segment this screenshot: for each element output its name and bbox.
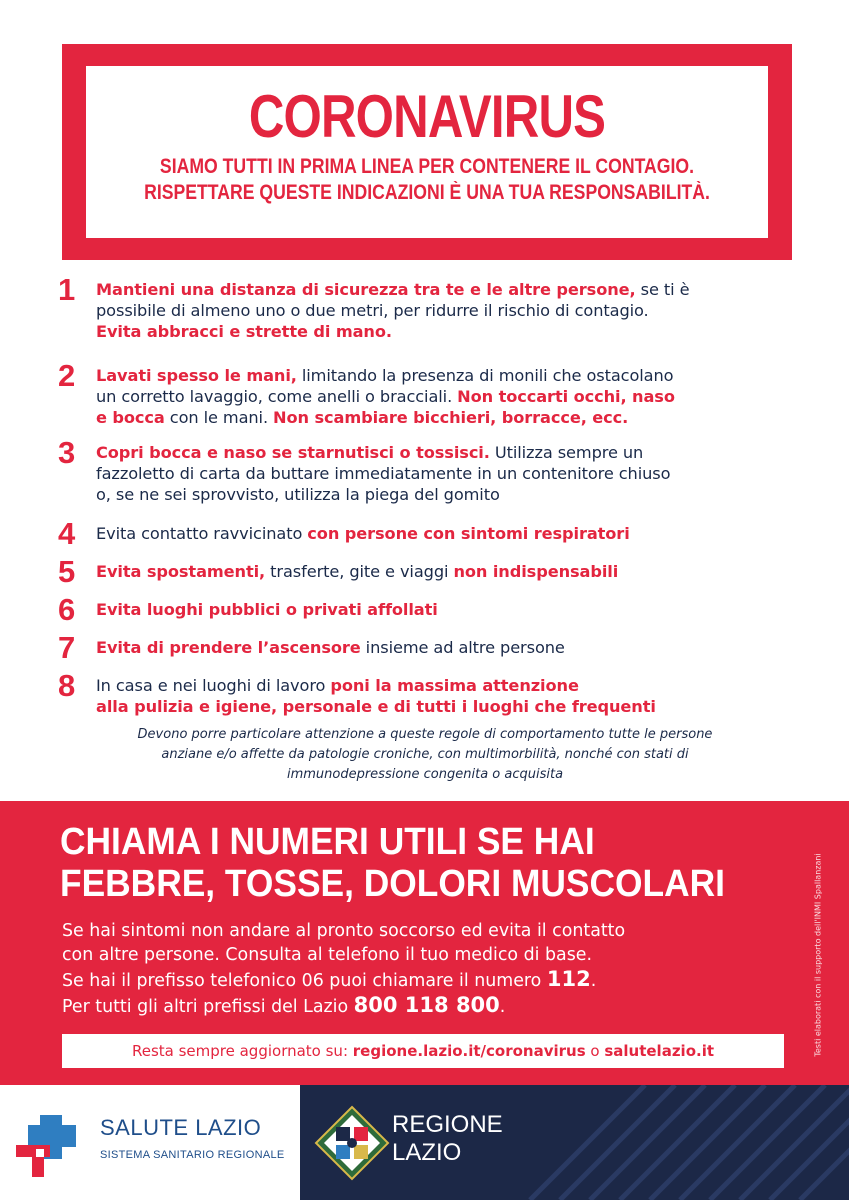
rule-item-6: [58, 592, 798, 634]
rule-highlight: Lavati spesso le mani,: [96, 366, 297, 385]
call-body-line: con altre persone. Consulta al telefono il tuo medico di base.: [62, 945, 592, 965]
rule-text-segment: Utilizza sempre un: [489, 443, 644, 462]
rule-highlight: Evita di prendere l’ascensore: [96, 638, 361, 657]
rule-highlight: Evita luoghi pubblici o privati affollati: [96, 600, 438, 619]
rule-number: 7: [58, 630, 76, 665]
rule-number: 2: [58, 358, 76, 393]
rule-number: 4: [58, 516, 76, 551]
rules-list: [58, 272, 798, 722]
rule-highlight: e bocca: [96, 408, 165, 427]
rule-text-segment: In casa e nei luoghi di lavoro: [96, 676, 331, 695]
rule-highlight: Copri bocca e naso se starnutisci o tossisci.: [96, 443, 490, 462]
rule-text: [96, 558, 618, 582]
rule-text: [96, 276, 689, 342]
rule-number: 3: [58, 435, 76, 470]
regione-lazio-logo-area: [300, 1085, 849, 1200]
rule-highlight: Evita spostamenti,: [96, 562, 266, 581]
rule-item-5: [58, 554, 798, 596]
call-title-line: CHIAMA I NUMERI UTILI SE HAI: [60, 821, 595, 863]
regione-name-line: REGIONE: [392, 1111, 503, 1138]
rule-text-segment: un corretto lavaggio, come anelli o bracciali.: [96, 387, 458, 406]
call-section: [0, 801, 849, 1085]
rule-text-segment: trasferte, gite e viaggi: [265, 562, 454, 581]
call-body-punct: .: [499, 997, 506, 1017]
rule-text-segment: o, se ne sei sprovvisto, utilizza la piega del gomito: [96, 485, 500, 504]
regione-link[interactable]: regione.lazio.it/coronavirus: [352, 1042, 586, 1060]
rule-highlight: Evita abbracci e strette di mano.: [96, 322, 392, 341]
rule-item-3: [58, 435, 798, 520]
update-bar: [62, 1034, 784, 1068]
salute-lazio-subtitle: SISTEMA SANITARIO REGIONALE: [100, 1149, 285, 1161]
rule-number: 6: [58, 592, 76, 627]
regione-name-line: LAZIO: [392, 1139, 462, 1166]
rule-text-segment: possibile di almeno uno o due metri, per ridurre il rischio di contagio.: [96, 301, 649, 320]
rule-item-7: [58, 630, 798, 672]
call-body: [62, 919, 782, 1019]
rule-text-segment: Evita contatto ravvicinato: [96, 524, 308, 543]
rule-highlight: con persone con sintomi respiratori: [307, 524, 630, 543]
rule-highlight: non indispensabili: [453, 562, 619, 581]
rule-text-segment: se ti è: [635, 280, 690, 299]
call-title-line: FEBBRE, TOSSE, DOLORI MUSCOLARI: [60, 863, 725, 905]
rule-number: 8: [58, 668, 76, 703]
rule-text-segment: limitando la presenza di monili che ostacolano: [296, 366, 674, 385]
note-line: anziane e/o affette da patologie croniche, con multimorbilità, nonché con stati di: [161, 747, 689, 762]
rule-text: [96, 672, 656, 717]
rule-text: [96, 520, 630, 544]
header-subtitle-line1: SIAMO TUTTI IN PRIMA LINEA PER CONTENERE IL CONTAGIO.: [159, 155, 695, 178]
rule-highlight: Mantieni una distanza di sicurezza tra te e le altre persone,: [96, 280, 636, 299]
salutelazio-link[interactable]: salutelazio.it: [604, 1042, 715, 1060]
rule-highlight: alla pulizia e igiene, personale e di tutti i luoghi che frequenti: [96, 697, 656, 716]
vulnerable-note: [80, 725, 770, 785]
rule-text: [96, 596, 438, 620]
regione-emblem-icon: [314, 1105, 390, 1181]
call-body-line: Per tutti gli altri prefissi del Lazio: [62, 997, 354, 1017]
update-or: o: [585, 1042, 605, 1060]
rule-text: [96, 634, 565, 658]
rule-text: [96, 362, 675, 428]
rule-text-segment: insieme ad altre persone: [360, 638, 565, 657]
rule-item-1: [58, 272, 798, 362]
rule-item-2: [58, 358, 798, 439]
call-body-line: Se hai sintomi non andare al pronto soccorso ed evita il contatto: [62, 921, 626, 941]
side-credit: [808, 845, 828, 1065]
regione-lazio-name: [392, 1111, 503, 1167]
side-credit-text: Testi elaborati con il supporto dell'INMI Spallanzani: [813, 853, 823, 1057]
rule-text: [96, 439, 670, 505]
page-title: CORONAVIRUS: [248, 83, 606, 150]
rule-number: 5: [58, 554, 76, 589]
rule-text-segment: fazzoletto di carta da buttare immediatamente in un contenitore chiuso: [96, 464, 671, 483]
salute-cross-icon: [14, 1111, 82, 1179]
rule-number: 1: [58, 272, 76, 307]
rule-text-segment: con le mani.: [164, 408, 274, 427]
salute-lazio-logo-area: [0, 1085, 300, 1200]
salute-lazio-name: SALUTE LAZIO: [100, 1115, 262, 1140]
header-subtitle-line2: RISPETTARE QUESTE INDICAZIONI È UNA TUA RESPONSABILITÀ.: [144, 181, 710, 204]
call-body-punct: .: [590, 971, 597, 991]
emergency-number: 112: [546, 967, 591, 991]
regional-number: 800 118 800: [353, 993, 500, 1017]
update-label: Resta sempre aggiornato su:: [131, 1042, 353, 1060]
rule-highlight: poni la massima attenzione: [330, 676, 579, 695]
note-line: immunodepressione congenita o acquisita: [286, 767, 564, 782]
rule-highlight: Non toccarti occhi, naso: [457, 387, 675, 406]
rule-item-8: [58, 668, 798, 722]
note-line: Devono porre particolare attenzione a queste regole di comportamento tutte le persone: [137, 727, 713, 742]
rule-item-4: [58, 516, 798, 558]
call-title: [60, 821, 767, 905]
call-body-line: Se hai il prefisso telefonico 06 puoi chiamare il numero: [62, 971, 547, 991]
rule-highlight: Non scambiare bicchieri, borracce, ecc.: [273, 408, 629, 427]
header-box: [86, 66, 768, 238]
